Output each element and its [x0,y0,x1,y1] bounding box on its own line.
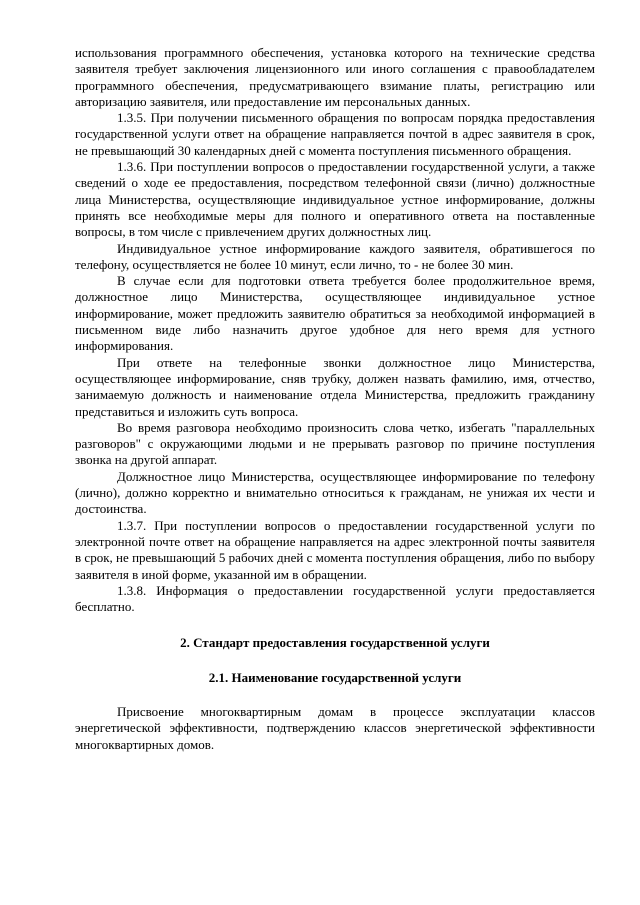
paragraph-service-name: Присвоение многоквартирным домам в процессе эксплуатации классов энергетической эффективности, подтверждению классов энергетической эффективности многоквартирных домов. [75,703,595,752]
section-heading-2-1: 2.1. Наименование государственной услуги [208,669,462,685]
paragraph: Индивидуальное устное информирование каждого заявителя, обратившегося по телефону, осуществляется не более 10 минут, если лично, то - не более 30 мин. [75,240,595,272]
paragraph-1-3-8: 1.3.8. Информация о предоставлении государственной услуги предоставляется бесплатно. [75,582,595,615]
section-heading-2: 2. Стандарт предоставления государственной услуги [180,635,490,651]
paragraph-1-3-7: 1.3.7. При поступлении вопросов о предоставлении государственной услуги по электронной почте ответ на обращение направляется на адрес электронной почты заявителя в срок, не превышающий 5 рабочих дней с момента поступления обращения, либо по выбору заявителя в иной форме, указанной им в обращении. [75,517,595,582]
paragraph: использования программного обеспечения, установка которого на технические средства заявителя требует заключения лицензионного или иного соглашения с правообладателем программного обеспечения, предусматривающего взимание платы, регистрацию или авторизацию заявителя, или предоставление им персональных данных. [75,45,595,109]
paragraph: Должностное лицо Министерства, осуществляющее информирование по телефону (лично), должно корректно и внимательно относиться к гражданам, не унижая их чести и достоинства. [75,468,595,517]
paragraph-1-3-6: 1.3.6. При поступлении вопросов о предоставлении государственной услуги, а также сведений о ходе ее предоставления, посредством телефонной связи (лично) должностные лица Министерства, осуществляющие индивидуальное устное информирование, должны принять все необходимые меры для полного и оперативного ответа на поставленные вопросы, в том числе с привлечением других должностных лиц. [75,159,595,240]
document-body [75,45,595,753]
paragraph: В случае если для подготовки ответа требуется более продолжительное время, должностное лицо Министерства, осуществляющее индивидуальное устное информирование, может предложить заявителю обратиться за необходимой информацией в письменном виде либо назначить другое удобное для него время для устного информирования. [75,273,595,354]
paragraph-1-3-5: 1.3.5. При получении письменного обращения по вопросам порядка предоставления государственной услуги ответ на обращение направляется почтой в адрес заявителя в срок, не превышающий 30 календарных дней с момента поступления письменного обращения. [75,110,595,158]
paragraph: Во время разговора необходимо произносить слова четко, избегать "параллельных разговоров" с окружающими людьми и не прерывать разговор по причине поступления звонка на другой аппарат. [75,419,595,468]
paragraph: При ответе на телефонные звонки должностное лицо Министерства, осуществляющее информирование, сняв трубку, должен назвать фамилию, имя, отчество, занимаемую должность и наименование отдела Министерства, предложить гражданину представиться и изложить суть вопроса. [75,354,595,419]
